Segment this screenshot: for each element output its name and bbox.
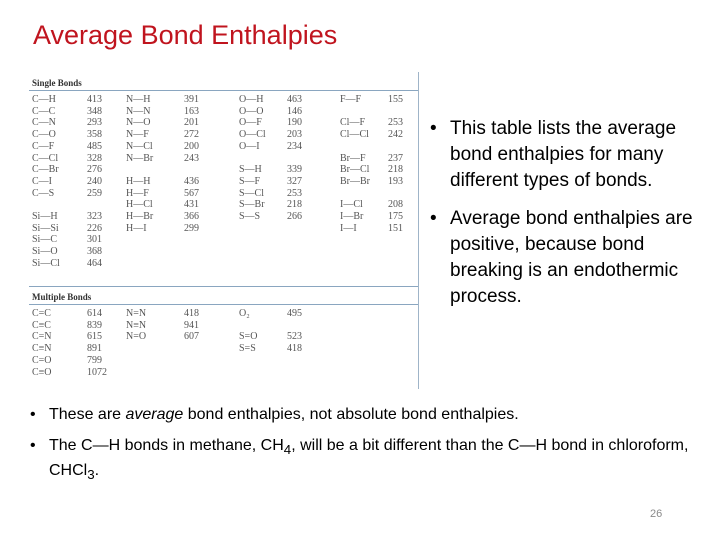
- bullet-dot: •: [430, 118, 437, 139]
- bullet-item: [30, 435, 690, 485]
- bond-enthalpy-value: 253: [287, 187, 302, 199]
- bullet-item: [30, 404, 690, 425]
- bond-enthalpy-value: 163: [184, 105, 199, 117]
- bullet-text-part: These are: [49, 406, 126, 423]
- bond-label: S=O: [239, 331, 258, 343]
- bond-label: C—O: [32, 129, 56, 141]
- bond-label: H—Cl: [126, 199, 153, 211]
- bond-label: Si—Si: [32, 222, 59, 234]
- bond-enthalpy-value: 299: [184, 222, 199, 234]
- bond-label: C≡O: [32, 366, 52, 378]
- table-divider: [29, 90, 418, 91]
- bullet-text-part: .: [94, 462, 100, 480]
- emphasis-text: average: [125, 406, 184, 423]
- bond-enthalpy-value: 418: [184, 308, 199, 319]
- bond-enthalpy-value: 413: [87, 94, 102, 105]
- bullet-dot: •: [430, 208, 437, 229]
- bond-enthalpy-value: 463: [287, 94, 302, 105]
- right-bullet-list: [430, 116, 705, 322]
- bottom-bullet-list: [30, 404, 690, 495]
- bond-enthalpy-value: 567: [184, 187, 199, 199]
- multiple-bonds-title: Multiple Bonds: [32, 292, 92, 302]
- bond-label: S—Cl: [239, 187, 265, 199]
- bond-enthalpy-value: 266: [287, 211, 302, 222]
- bond-label: I—I: [340, 222, 357, 234]
- bond-enthalpy-value: 201: [184, 117, 199, 129]
- bond-label: C—C: [32, 105, 56, 117]
- bullet-text: Average bond enthalpies are positive, because bond breaking is an endothermic process.: [450, 208, 693, 307]
- bond-label: F—F: [340, 94, 362, 105]
- bond-enthalpy-value: 418: [287, 343, 302, 355]
- bullet-text: This table lists the average bond enthalpies for many different types of bonds.: [450, 118, 677, 191]
- bond-enthalpy-value: 391: [184, 94, 199, 105]
- bond-enthalpy-value: 237: [388, 152, 403, 164]
- bond-label: C—I: [32, 175, 52, 187]
- bullet-item: [430, 206, 705, 310]
- bond-label: C—S: [32, 187, 55, 199]
- bond-label: N—Cl: [126, 140, 153, 152]
- bond-enthalpy-value: 301: [87, 234, 102, 246]
- bond-enthalpy-table: [29, 72, 419, 389]
- bond-label: H—F: [126, 187, 149, 199]
- bond-enthalpy-value: 523: [287, 331, 302, 343]
- bond-enthalpy-value: 615: [87, 331, 102, 343]
- bond-label: S—Br: [239, 199, 265, 211]
- bullet-text-part: The C—H bonds in methane, CH: [49, 437, 284, 454]
- bullet-dot: •: [30, 437, 36, 454]
- bond-enthalpy-value: 941: [184, 319, 199, 331]
- bond-enthalpy-value: 208: [388, 199, 403, 211]
- bond-label: S=S: [239, 343, 256, 355]
- bond-label: O—H: [239, 94, 264, 105]
- bond-label: Cl—F: [340, 117, 366, 129]
- bond-enthalpy-value: 328: [87, 152, 102, 164]
- bond-enthalpy-value: 200: [184, 140, 199, 152]
- bond-enthalpy-value: 272: [184, 129, 199, 141]
- bond-enthalpy-value: 193: [388, 175, 403, 187]
- table-border: [418, 72, 419, 389]
- bond-enthalpy-value: 495: [287, 308, 302, 319]
- bond-enthalpy-value: 242: [388, 129, 403, 141]
- bond-enthalpy-value: 891: [87, 343, 102, 355]
- bond-label: Si—C: [32, 234, 58, 246]
- bond-label: Br—F: [340, 152, 366, 164]
- bond-label: N—O: [126, 117, 151, 129]
- bond-label: N—N: [126, 105, 151, 117]
- bond-label: C—Cl: [32, 152, 59, 164]
- bond-enthalpy-value: 293: [87, 117, 102, 129]
- bond-label: S—S: [239, 211, 261, 222]
- bond-label: C—Br: [32, 164, 59, 176]
- bond-enthalpy-value: 368: [87, 246, 102, 258]
- bond-enthalpy-value: 203: [287, 129, 302, 141]
- bond-label: C—H: [32, 94, 56, 105]
- bond-label: C=C: [32, 308, 51, 319]
- bond-enthalpy-value: 366: [184, 211, 199, 222]
- bullet-text-part: , will be a bit different than the C—H bond in chloroform, CHCl: [49, 437, 689, 480]
- bond-label: C≡C: [32, 319, 51, 331]
- bond-enthalpy-value: 234: [287, 140, 302, 152]
- bond-label: O—O: [239, 105, 264, 117]
- bond-enthalpy-value: 358: [87, 129, 102, 141]
- table-divider: [29, 304, 418, 305]
- bullet-dot: •: [30, 406, 36, 423]
- bond-label: C—N: [32, 117, 56, 129]
- bond-label: C=N: [32, 331, 52, 343]
- bond-enthalpy-value: 259: [87, 187, 102, 199]
- bond-label: N≡N: [126, 319, 147, 331]
- bond-enthalpy-value: 253: [388, 117, 403, 129]
- bond-enthalpy-value: 485: [87, 140, 102, 152]
- bond-label: C—F: [32, 140, 55, 152]
- bond-label: Si—H: [32, 211, 58, 222]
- bond-label: N—H: [126, 94, 151, 105]
- bond-label: N—Br: [126, 152, 154, 164]
- subscript: 4: [283, 442, 292, 458]
- bullet-item: [430, 116, 705, 194]
- bond-label: N=N: [126, 308, 147, 319]
- bond-label: O—Cl: [239, 129, 266, 141]
- slide-title: Average Bond Enthalpies: [33, 20, 338, 50]
- bond-label: O—I: [239, 140, 260, 152]
- bond-label: N=O: [126, 331, 147, 343]
- bond-label: C=O: [32, 354, 52, 366]
- bond-label: Br—Cl: [340, 164, 370, 176]
- subscript: 3: [87, 467, 95, 483]
- bond-enthalpy-value: 339: [287, 164, 302, 176]
- bond-label: Si—Cl: [32, 257, 60, 269]
- bond-enthalpy-value: 151: [388, 222, 403, 234]
- bond-enthalpy-value: 607: [184, 331, 199, 343]
- bond-label: O—F: [239, 117, 262, 129]
- bond-enthalpy-value: 240: [87, 175, 102, 187]
- bond-label: Cl—Cl: [340, 129, 369, 141]
- bond-enthalpy-value: 323: [87, 211, 102, 222]
- bond-enthalpy-value: 348: [87, 105, 102, 117]
- bond-label: C≡N: [32, 343, 52, 355]
- bond-enthalpy-value: 431: [184, 199, 199, 211]
- bond-enthalpy-value: 327: [287, 175, 302, 187]
- bond-label: I—Br: [340, 211, 364, 222]
- bond-enthalpy-value: 155: [388, 94, 403, 105]
- bond-label: Si—O: [32, 246, 58, 258]
- bond-label: I—Cl: [340, 199, 363, 211]
- bond-label: N—F: [126, 129, 149, 141]
- bond-enthalpy-value: 839: [87, 319, 102, 331]
- single-bonds-title: Single Bonds: [32, 78, 82, 88]
- bond-label: O₂: [239, 308, 250, 319]
- bond-enthalpy-value: 614: [87, 308, 102, 319]
- bond-enthalpy-value: 190: [287, 117, 302, 129]
- bond-enthalpy-value: 218: [388, 164, 403, 176]
- page-number: 26: [650, 508, 663, 520]
- bond-enthalpy-value: 1072: [87, 366, 107, 378]
- table-divider: [29, 286, 418, 287]
- bond-label: H—I: [126, 222, 147, 234]
- bullet-text-part: bond enthalpies, not absolute bond enthalpies.: [183, 406, 519, 423]
- bond-enthalpy-value: 464: [87, 257, 102, 269]
- bond-enthalpy-value: 799: [87, 354, 102, 366]
- bond-label: H—H: [126, 175, 151, 187]
- bond-label: Br—Br: [340, 175, 370, 187]
- bond-enthalpy-value: 175: [388, 211, 403, 222]
- bond-enthalpy-value: 226: [87, 222, 102, 234]
- bond-enthalpy-value: 436: [184, 175, 199, 187]
- bond-label: H—Br: [126, 211, 154, 222]
- bond-enthalpy-value: 243: [184, 152, 199, 164]
- bond-label: S—H: [239, 164, 262, 176]
- bond-enthalpy-value: 276: [87, 164, 102, 176]
- bond-enthalpy-value: 218: [287, 199, 302, 211]
- bond-enthalpy-value: 146: [287, 105, 302, 117]
- bond-label: S—F: [239, 175, 261, 187]
